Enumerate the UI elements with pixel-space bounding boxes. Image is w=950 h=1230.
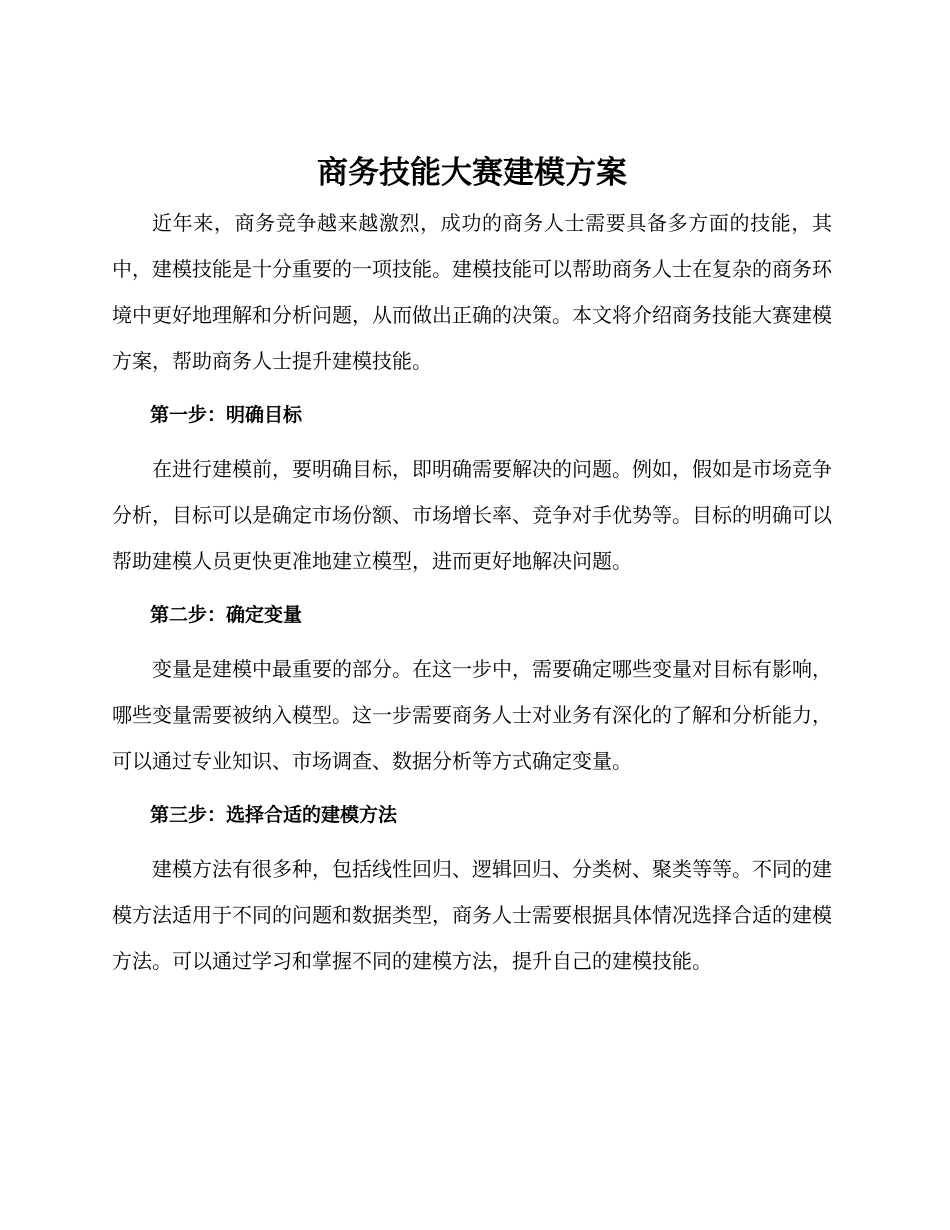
section-3 [112, 784, 832, 984]
section-1 [112, 384, 832, 584]
intro-paragraph: 近年来，商务竞争越来越激烈，成功的商务人士需要具备多方面的技能，其中，建模技能是十分重要的一项技能。建模技能可以帮助商务人士在复杂的商务环境中更好地理解和分析问题，从而做出正确的决策。本文将介绍商务技能大赛建模方案，帮助商务人士提升建模技能。 [112, 211, 832, 373]
document-title: 商务技能大赛建模方案 [317, 155, 627, 191]
section-paragraph: 在进行建模前，要明确目标，即明确需要解决的问题。例如，假如是市场竞争分析，目标可以是确定市场份额、市场增长率、竞争对手优势等。目标的明确可以帮助建模人员更快更准地建立模型，进而更好地解决问题。 [112, 457, 832, 573]
section-paragraph: 建模方法有很多种，包括线性回归、逻辑回归、分类树、聚类等等。不同的建模方法适用于不同的问题和数据类型，商务人士需要根据具体情况选择合适的建模方法。可以通过学习和掌握不同的建模方法，提升自己的建模技能。 [112, 857, 832, 973]
section-heading: 第一步：明确目标 [150, 404, 303, 426]
document-body [112, 146, 832, 984]
section-heading: 第三步：选择合适的建模方法 [150, 804, 398, 826]
section-paragraph: 变量是建模中最重要的部分。在这一步中，需要确定哪些变量对目标有影响，哪些变量需要被纳入模型。这一步需要商务人士对业务有深化的了解和分析能力，可以通过专业知识、市场调查、数据分析等方式确定变量。 [112, 657, 832, 773]
section-2 [112, 584, 832, 784]
section-heading: 第二步：确定变量 [150, 604, 303, 626]
